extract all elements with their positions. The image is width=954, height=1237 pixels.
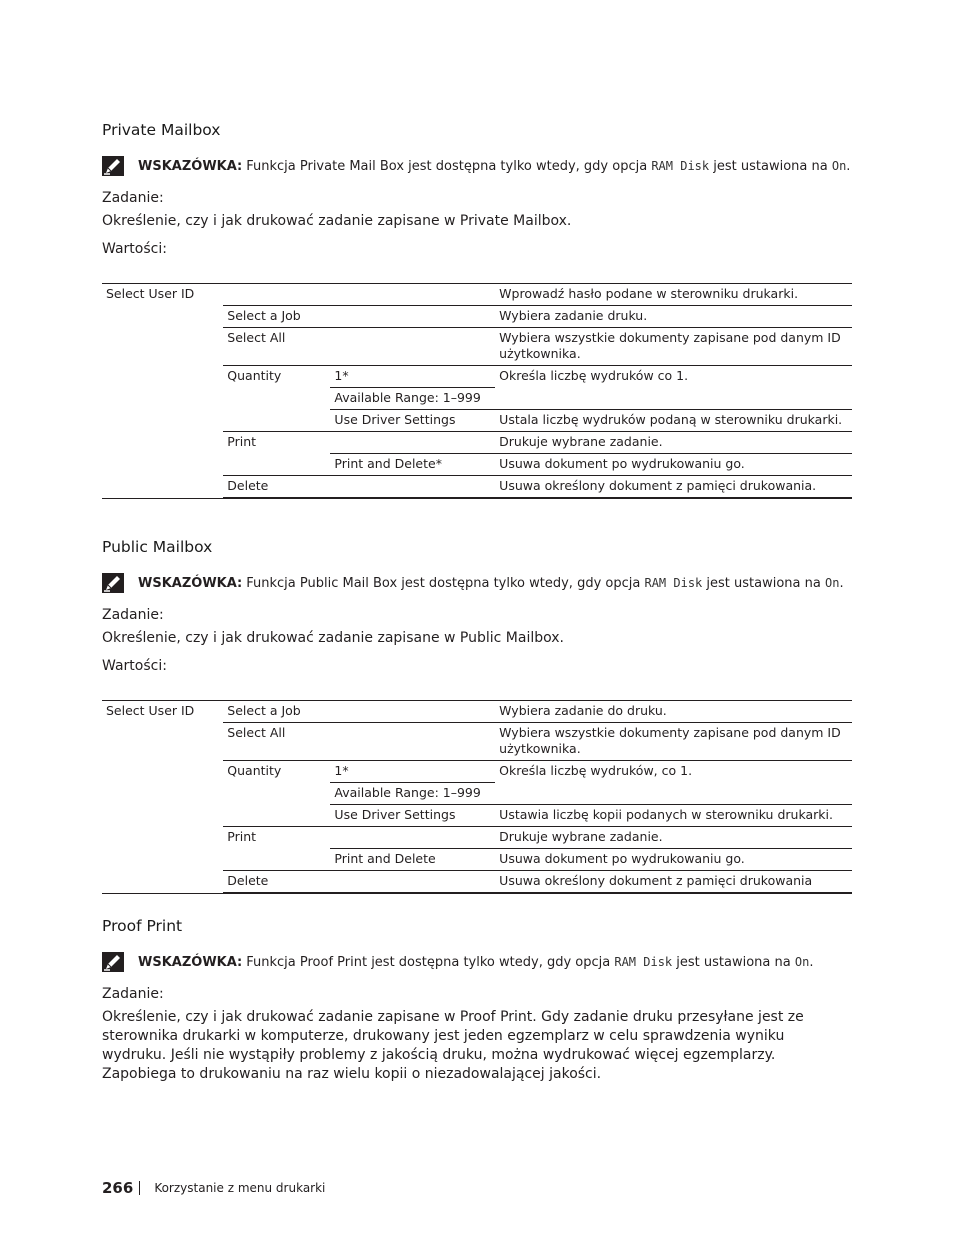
table-cell: Print and Delete* xyxy=(330,454,495,476)
chapter-title: Korzystanie z menu drukarki xyxy=(154,1181,326,1195)
note-label: WSKAZÓWKA: xyxy=(138,158,243,174)
note-label: WSKAZÓWKA: xyxy=(138,575,243,591)
table-cell: Wybiera wszystkie dokumenty zapisane pod danym ID użytkownika. xyxy=(495,328,852,366)
pencil-note-icon xyxy=(102,952,124,972)
table-cell: Select a Job xyxy=(223,306,495,328)
table-cell: Print and Delete xyxy=(330,849,495,871)
table-cell: Usuwa określony dokument z pamięci drukowania. xyxy=(495,476,852,498)
options-table-public-mailbox xyxy=(102,700,852,894)
table-cell: Delete xyxy=(223,871,495,893)
table-cell: Wprowadź hasło podane w sterowniku drukarki. xyxy=(495,284,852,306)
values-label: Wartości: xyxy=(102,658,167,674)
task-text: Określenie, czy i jak drukować zadanie zapisane w Public Mailbox. xyxy=(102,630,564,646)
table-cell: Drukuje wybrane zadanie. xyxy=(495,827,852,849)
task-text: Określenie, czy i jak drukować zadanie zapisane w Private Mailbox. xyxy=(102,213,572,229)
table-cell: Select User ID xyxy=(102,284,223,498)
page-footer xyxy=(102,1179,325,1197)
table-cell: Select a Job xyxy=(223,701,495,723)
note-public-mailbox xyxy=(102,573,862,593)
table-cell: Usuwa dokument po wydrukowaniu go. xyxy=(495,849,852,871)
task-label: Zadanie: xyxy=(102,986,164,1002)
table-cell: Usuwa dokument po wydrukowaniu go. xyxy=(495,454,852,476)
options-table-private-mailbox xyxy=(102,283,852,499)
table-cell: Ustala liczbę wydruków podaną w sterowniku drukarki. xyxy=(495,410,852,432)
table-cell: Select All xyxy=(223,723,495,761)
table-cell: 1* xyxy=(334,368,349,383)
table-cell: Select All xyxy=(223,328,495,366)
table-row xyxy=(102,701,852,723)
table-cell: Print xyxy=(223,827,330,871)
note-label: WSKAZÓWKA: xyxy=(138,954,243,970)
table-cell: Quantity xyxy=(223,761,330,827)
table-cell: Available Range: 1–999 xyxy=(330,388,495,410)
section-title-proof-print: Proof Print xyxy=(102,917,183,935)
table-cell: Usuwa określony dokument z pamięci drukowania xyxy=(495,871,852,893)
table-cell: Ustawia liczbę kopii podanych w sterowniku drukarki. xyxy=(495,805,852,827)
table-row xyxy=(102,284,852,306)
table-cell: Wybiera zadanie do druku. xyxy=(495,701,852,723)
table-cell: Select User ID xyxy=(102,701,223,893)
note-text: Funkcja Private Mail Box jest dostępna tylko wtedy, gdy opcja RAM Disk jest ustawiona na On. xyxy=(246,158,851,174)
table-cell: Wybiera wszystkie dokumenty zapisane pod danym ID użytkownika. xyxy=(495,723,852,761)
values-label: Wartości: xyxy=(102,241,167,257)
note-proof-print xyxy=(102,952,862,972)
task-label: Zadanie: xyxy=(102,607,164,623)
pencil-note-icon xyxy=(102,573,124,593)
table-cell: Wybiera zadanie druku. xyxy=(495,306,852,328)
section-title-public-mailbox: Public Mailbox xyxy=(102,538,213,556)
note-private-mailbox xyxy=(102,156,862,176)
footer-divider xyxy=(139,1181,140,1195)
note-text: Funkcja Public Mail Box jest dostępna tylko wtedy, gdy opcja RAM Disk jest ustawiona na On. xyxy=(246,575,844,591)
table-cell: Available Range: 1–999 xyxy=(330,783,495,805)
table-cell: Print xyxy=(223,432,330,476)
page-number: 266 xyxy=(102,1179,134,1197)
table-cell: Drukuje wybrane zadanie. xyxy=(495,432,852,454)
task-label: Zadanie: xyxy=(102,190,164,206)
task-text: Określenie, czy i jak drukować zadanie zapisane w Proof Print. Gdy zadanie druku przesyłane jest ze sterownika drukarki w komputerze, drukowany jest jeden egzemplarz w celu sprawdzenia wyniku wydruku. Jeśli nie wystąpiły problemy z jakością druku, można wydrukować więcej egzemplarzy. Zapobiega to drukowaniu na raz wielu kopii o niezadowalającej jakości. xyxy=(102,1009,804,1082)
table-cell: Use Driver Settings xyxy=(330,805,495,827)
table-cell: Quantity xyxy=(223,366,330,432)
pencil-note-icon xyxy=(102,156,124,176)
table-cell: Określa liczbę wydruków co 1. xyxy=(495,366,852,410)
note-text: Funkcja Proof Print jest dostępna tylko wtedy, gdy opcja RAM Disk jest ustawiona na On. xyxy=(246,954,814,970)
section-title-private-mailbox: Private Mailbox xyxy=(102,121,221,139)
table-cell: 1* xyxy=(334,763,349,778)
table-cell: Delete xyxy=(223,476,495,498)
table-cell: Use Driver Settings xyxy=(330,410,495,432)
table-cell: Określa liczbę wydruków, co 1. xyxy=(495,761,852,805)
